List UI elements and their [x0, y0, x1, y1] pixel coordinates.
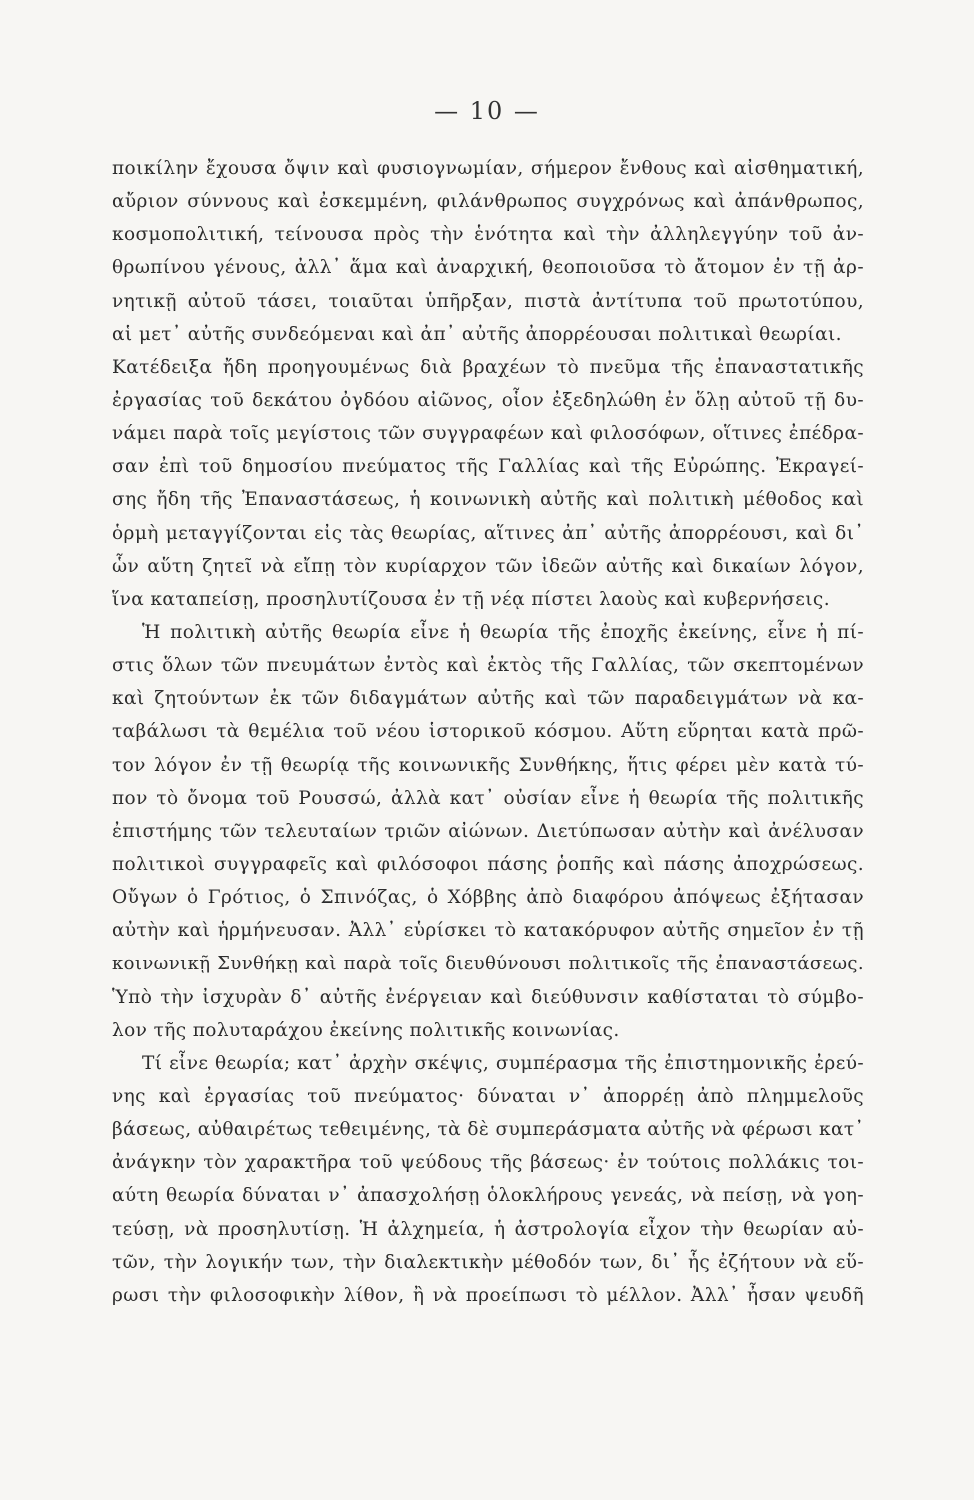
text-line: αὔριον σύννους καὶ ἐσκεμμένη, φιλάνθρωπος συγχρόνως καὶ ἀπάνθρωπος,: [112, 191, 864, 213]
text-line: κοινωνικῇ Συνθήκῃ καὶ παρὰ τοῖς διευθύνουσι πολιτικοῖς τῆς ἐπαναστάσεως.: [112, 953, 864, 975]
text-line: ποικίλην ἔχουσα ὄψιν καὶ φυσιογνωμίαν, σήμερον ἔνθους καὶ αἰσθηματική,: [112, 158, 864, 179]
text-line: Ὑπὸ τὴν ἰσχυρὰν δ᾿ αὐτῆς ἐνέργειαν καὶ διεύθυνσιν καθίσταται τὸ σύμβο-: [112, 986, 864, 1008]
text-line: τῶν, τὴν λογικήν των, τὴν διαλεκτικὴν μέθοδόν των, δι᾿ ἧς ἐζήτουν νὰ εὕ-: [112, 1251, 864, 1273]
text-line: τον λόγον ἐν τῇ θεωρίᾳ τῆς κοινωνικῆς Συνθήκης, ἥτις φέρει μὲν κατὰ τύ-: [112, 754, 864, 776]
text-line: ταβάλωσι τὰ θεμέλια τοῦ νέου ἱστορικοῦ κόσμου. Αὕτη εὕρηται κατὰ πρῶ-: [112, 721, 864, 743]
text-line: τεύσῃ, νὰ προσηλυτίσῃ. Ἡ ἀλχημεία, ἡ ἀστρολογία εἶχον τὴν θεωρίαν αὐ-: [112, 1218, 864, 1240]
text-line: αὐτὴν καὶ ἡρμήνευσαν. Ἀλλ᾿ εὑρίσκει τὸ κατακόρυφον αὐτῆς σημεῖον ἐν τῇ: [112, 920, 864, 942]
text-line: ἐπιστήμης τῶν τελευταίων τριῶν αἰώνων. Διετύπωσαν αὐτὴν καὶ ἀνέλυσαν: [112, 820, 864, 842]
text-line: ἀνάγκην τὸν χαρακτῆρα τοῦ ψεύδους τῆς βάσεως· ἐν τούτοις πολλάκις τοι-: [112, 1152, 864, 1174]
page-number: — 10 —: [434, 97, 540, 125]
text-line: Ἡ πολιτικὴ αὐτῆς θεωρία εἶνε ἡ θεωρία τῆς ἐποχῆς ἐκείνης, εἶνε ἡ πί-: [142, 621, 864, 643]
text-line: νης καὶ ἐργασίας τοῦ πνεύματος· δύναται ν᾿ ἀπορρέῃ ἀπὸ πλημμελοῦς: [112, 1085, 864, 1107]
text-line: Τί εἶνε θεωρία; κατ᾿ ἀρχὴν σκέψις, συμπέρασμα τῆς ἐπιστημονικῆς ἐρεύ-: [142, 1052, 864, 1074]
text-line: στις ὅλων τῶν πνευμάτων ἐντὸς καὶ ἐκτὸς τῆς Γαλλίας, τῶν σκεπτομένων: [112, 655, 864, 677]
text-line: αύτη θεωρία δύναται ν᾿ ἀπασχολήσῃ ὁλοκλήρους γενεάς, νὰ πείσῃ, νὰ γοη-: [112, 1185, 864, 1207]
text-line: Οὔγων ὁ Γρότιος, ὁ Σπινόζας, ὁ Χόββης ἀπὸ διαφόρου ἀπόψεως ἐξήτασαν: [112, 887, 864, 909]
text-line: αἱ μετ᾿ αὐτῆς συνδεόμεναι καὶ ἀπ᾿ αὐτῆς ἀπορρέουσαι πολιτικαὶ θεωρίαι.: [112, 323, 842, 345]
text-line: ρωσι τὴν φιλοσοφικὴν λίθον, ἢ νὰ προείπωσι τὸ μέλλον. Ἀλλ᾿ ἦσαν ψευδῆ: [112, 1284, 864, 1306]
text-line: κοσμοπολιτική, τείνουσα πρὸς τὴν ἑνότητα καὶ τὴν ἀλληλεγγύην τοῦ ἀν-: [112, 224, 864, 246]
text-line: ὁρμὴ μεταγγίζονται εἰς τὰς θεωρίας, αἵτινες ἀπ᾿ αὐτῆς ἀπορρέουσι, καὶ δι᾿: [112, 522, 864, 544]
text-line: πον τὸ ὄνομα τοῦ Ρουσσώ, ἀλλὰ κατ᾿ οὐσίαν εἶνε ἡ θεωρία τῆς πολιτικῆς: [112, 787, 864, 809]
text-line: πολιτικοὶ συγγραφεῖς καὶ φιλόσοφοι πάσης ῥοπῆς καὶ πάσης ἀποχρώσεως.: [112, 853, 864, 875]
text-line: ἵνα καταπείσῃ, προσηλυτίζουσα ἐν τῇ νέᾳ πίστει λαοὺς καὶ κυβερνήσεις.: [112, 588, 830, 610]
text-line: ἐργασίας τοῦ δεκάτου ὀγδόου αἰῶνος, οἷον ἐξεδηλώθη ἐν ὅλῃ αὐτοῦ τῇ δυ-: [112, 389, 864, 411]
text-line: θρωπίνου γένους, ἀλλ᾿ ἅμα καὶ ἀναρχική, θεοποιοῦσα τὸ ἄτομον ἐν τῇ ἀρ-: [112, 257, 864, 279]
text-line: λον τῆς πολυταράχου ἐκείνης πολιτικῆς κοινωνίας.: [112, 1019, 620, 1041]
text-line: νητικῇ αὐτοῦ τάσει, τοιαῦται ὑπῆρξαν, πιστὰ ἀντίτυπα τοῦ πρωτοτύπου,: [112, 290, 864, 312]
text-line: σαν ἐπὶ τοῦ δημοσίου πνεύματος τῆς Γαλλίας καὶ τῆς Εὐρώπης. Ἐκραγεί-: [112, 456, 864, 478]
text-line: ὧν αὕτη ζητεῖ νὰ εἴπῃ τὸν κυρίαρχον τῶν ἰδεῶν αὐτῆς καὶ δικαίων λόγον,: [112, 555, 864, 577]
text-line: Κατέδειξα ἤδη προηγουμένως διὰ βραχέων τὸ πνεῦμα τῆς ἐπαναστατικῆς: [112, 356, 864, 378]
text-line: νάμει παρὰ τοῖς μεγίστοις τῶν συγγραφέων καὶ φιλοσόφων, οἵτινες ἐπέδρα-: [112, 423, 864, 445]
text-line: καὶ ζητούντων ἐκ τῶν διδαγμάτων αὐτῆς καὶ τῶν παραδειγμάτων νὰ κα-: [112, 688, 864, 710]
page-body-text: [112, 152, 864, 1312]
text-line: βάσεως, αὐθαιρέτως τεθειμένης, τὰ δὲ συμπεράσματα αὐτῆς νὰ φέρωσι κατ᾿: [112, 1119, 865, 1141]
text-line: σης ἤδη τῆς Ἐπαναστάσεως, ἡ κοινωνικὴ αὐτῆς καὶ πολιτικὴ μέθοδος καὶ: [112, 489, 864, 511]
